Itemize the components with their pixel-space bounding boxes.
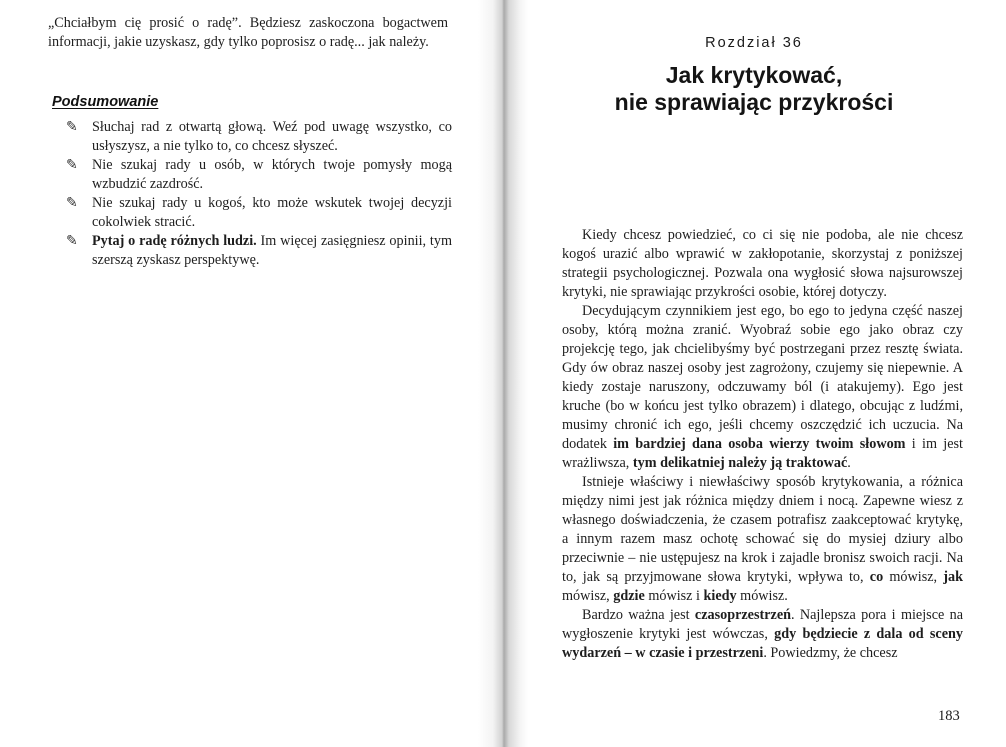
paragraph-3-bold-kiedy: kiedy bbox=[703, 588, 737, 604]
paragraph-2-bold-1: im bardziej dana osoba wierzy twoim słowom bbox=[613, 436, 906, 452]
paragraph-2-end: . bbox=[847, 455, 851, 471]
paragraph-1: Kiedy chcesz powiedzieć, co ci się nie podoba, ale nie chcesz kogoś urazić albo wprawić w zakłopotanie, skorzystaj z poniższej strategii psychologicznej. Pozwala ona wygłosić słowa najsurowszej krytyki, nie sprawiając przykrości osobie, której dotyczy. bbox=[562, 227, 963, 300]
right-page bbox=[502, 0, 1006, 747]
intro-paragraph: „Chciałbym cię prosić o radę”. Będziesz zaskoczona bogactwem informacji, jakie uzyskasz, gdy tylko poprosisz o radę... jak należy. bbox=[48, 15, 448, 50]
paragraph-2-text: Decydującym czynnikiem jest ego, bo ego to jedyna część naszej osoby, którą można zranić. Wyobraź sobie ego jako obraz czy projekcję tego, jak chcielibyśmy być postrzegani przez resztę świata. Gdy ów obraz naszej osoby jest zagrożony, czujemy się niepewnie. A kiedy zostaje naruszony, odczuwamy ból (i atakujemy). Ego jest kruche (bo w końcu jest tylko obrazem) i dlatego, obcując z ludźmi, musimy chronić ich ego, jeśli chcemy oszczędzić ich uczucia. Na dodatek bbox=[562, 303, 963, 452]
paragraph-2 bbox=[562, 302, 963, 473]
paragraph-3-t3: mówisz i bbox=[644, 588, 704, 604]
paragraph-3-bold-gdzie: gdzie bbox=[613, 588, 645, 604]
pencil-icon: ✎ bbox=[66, 234, 78, 249]
paragraph-3 bbox=[562, 473, 963, 606]
pencil-icon: ✎ bbox=[66, 158, 78, 173]
paragraph-4-bold-1: czasoprzestrzeń bbox=[694, 607, 792, 623]
chapter-body bbox=[562, 226, 963, 663]
paragraph-3-bold-jak: jak bbox=[943, 569, 963, 585]
summary-item-text: Nie szukaj rady u kogoś, kto może wskutek twojej decyzji cokolwiek stracić. bbox=[92, 195, 452, 230]
paragraph-4-bold-2: gdy będziecie z dala od sceny wydarzeń – w czasie i przestrzeni bbox=[562, 626, 963, 661]
chapter-title bbox=[502, 62, 1006, 116]
summary-item-text: Nie szukaj rady u osób, w których twoje pomysły mogą wzbudzić zazdrość. bbox=[92, 157, 452, 192]
paragraph-3-text: Istnieje właściwy i niewłaściwy sposób krytykowania, a różnica między nimi jest jak różnica między dniem i nocą. Zapewne wiesz z własnego doświadczenia, że czasem potrafisz zaakceptować krytykę, a innym razem masz ochotę schować się do mysiej dziury albo przeciwnie – nie ustępujesz na krok i zajadle bronisz swoich racji. Na to, jak są przyjmowane słowa krytyki, wpływa to, bbox=[562, 474, 963, 585]
paragraph-4 bbox=[562, 606, 963, 663]
paragraph-2-mid: i im jest wrażliwsza, bbox=[562, 436, 963, 471]
paragraph-4-end: . Powiedzmy, że chcesz bbox=[763, 645, 898, 661]
paragraph-4-text: Bardzo ważna jest bbox=[582, 607, 695, 623]
summary-item bbox=[64, 156, 452, 194]
paragraph-3-bold-co: co bbox=[869, 569, 884, 585]
summary-item bbox=[64, 118, 452, 156]
chapter-title-line1: Jak krytykować, bbox=[665, 62, 843, 88]
left-page bbox=[0, 0, 502, 747]
paragraph-4-mid: . Najlepsza pora i miejsce na wygłoszenie krytyki jest wówczas, bbox=[562, 607, 963, 642]
chapter-label: Rozdział 36 bbox=[705, 35, 803, 51]
summary-item-text: Słuchaj rad z otwartą głową. Weź pod uwagę wszystko, co usłyszysz, a nie tylko to, co chcesz słyszeć. bbox=[92, 119, 452, 154]
summary-item bbox=[64, 194, 452, 232]
chapter-title-line2: nie sprawiając przykrości bbox=[614, 89, 894, 115]
book-gutter bbox=[478, 0, 528, 747]
summary-heading: Podsumowanie bbox=[52, 94, 159, 110]
page-number: 183 bbox=[938, 708, 960, 724]
paragraph-3-t2: mówisz, bbox=[562, 588, 614, 604]
summary-item-text: Im więcej zasięgniesz opinii, tym szerszą zyskasz perspektywę. bbox=[92, 233, 452, 268]
summary-list bbox=[64, 118, 452, 270]
summary-item bbox=[64, 232, 452, 270]
pencil-icon: ✎ bbox=[66, 120, 78, 135]
paragraph-3-t1: mówisz, bbox=[883, 569, 944, 585]
paragraph-2-bold-2: tym delikatniej należy ją traktować bbox=[632, 455, 848, 471]
pencil-icon: ✎ bbox=[66, 196, 78, 211]
paragraph-3-t4: mówisz. bbox=[736, 588, 788, 604]
summary-item-bold: Pytaj o radę różnych ludzi. bbox=[92, 233, 257, 249]
